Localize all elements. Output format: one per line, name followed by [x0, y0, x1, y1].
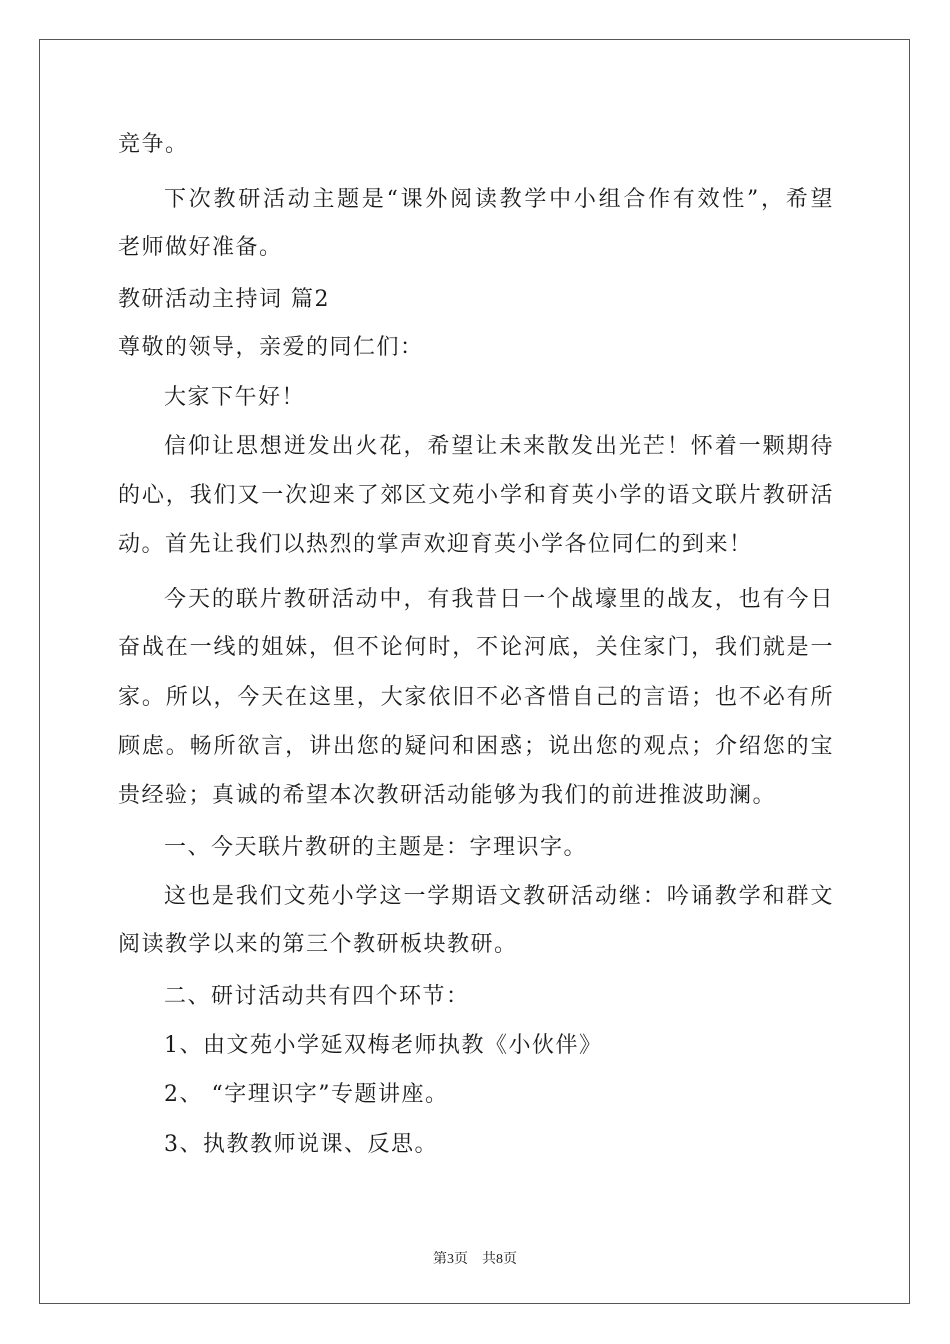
page-number-footer: 第3页 共8页 [433, 1252, 517, 1267]
paragraph-line: 下次教研活动主题是“课外阅读教学中小组合作有效性”，希望 [164, 187, 834, 212]
paragraph-line: 老师做好准备。 [118, 235, 283, 260]
list-heading: 一、今天联片教研的主题是：字理识字。 [164, 835, 588, 860]
paragraph-line: 今天的联片教研活动中，有我昔日一个战壕里的战友，也有今日 [164, 587, 834, 612]
paragraph-line: 信仰让思想迸发出火花，希望让未来散发出光芒！怀着一颗期待 [164, 434, 834, 459]
paragraph-line: 阅读教学以来的第三个教研板块教研。 [118, 932, 518, 957]
list-heading: 二、研讨活动共有四个环节： [164, 984, 470, 1009]
paragraph-line: 奋战在一线的姐妹，但不论何时，不论河底，关住家门，我们就是一 [118, 635, 834, 660]
paragraph-line: 顾虑。畅所欲言，讲出您的疑问和困惑；说出您的观点；介绍您的宝 [118, 734, 834, 759]
paragraph-line: 这也是我们文苑小学这一学期语文教研活动继：吟诵教学和群文 [164, 884, 834, 909]
paragraph-line: 的心，我们又一次迎来了郊区文苑小学和育英小学的语文联片教研活 [118, 483, 834, 508]
paragraph-line: 动。首先让我们以热烈的掌声欢迎育英小学各位同仁的到来！ [118, 532, 753, 557]
list-item: 3、执教教师说课、反思。 [164, 1132, 438, 1157]
greeting: 大家下午好！ [164, 385, 306, 410]
section-heading: 教研活动主持词 篇2 [118, 287, 330, 312]
page-border [39, 39, 910, 1304]
salutation: 尊敬的领导，亲爱的同仁们： [118, 335, 424, 360]
list-item: 1、由文苑小学延双梅老师执教《小伙伴》 [164, 1033, 603, 1058]
paragraph-line: 家。所以，今天在这里，大家依旧不必吝惜自己的言语；也不必有所 [118, 685, 834, 710]
paragraph-line: 贵经验；真诚的希望本次教研活动能够为我们的前进推波助澜。 [118, 783, 777, 808]
paragraph-line: 竞争。 [118, 132, 189, 157]
list-item: 2、 “字理识字”专题讲座。 [164, 1082, 449, 1107]
